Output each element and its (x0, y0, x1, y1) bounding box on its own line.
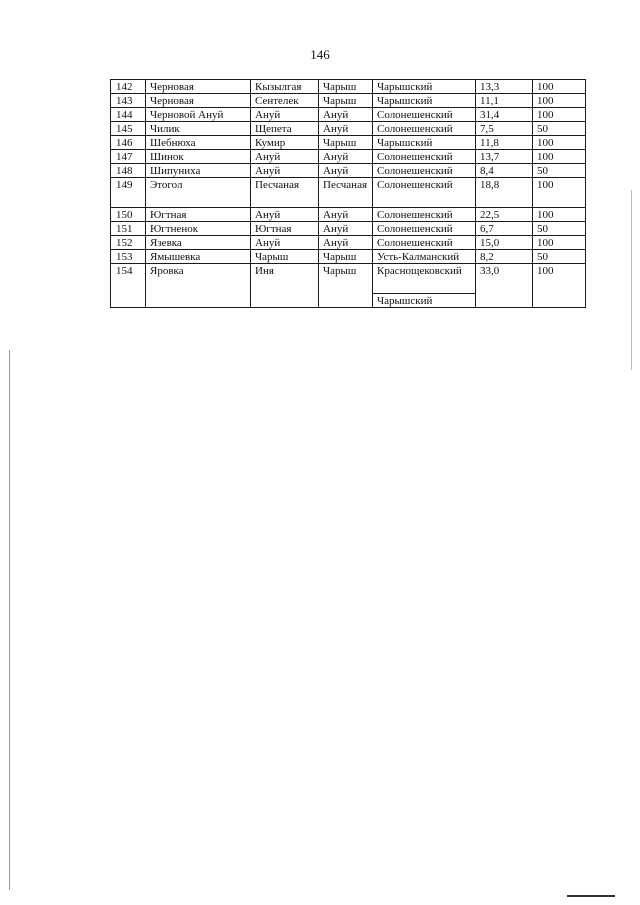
cell-basin: Песчаная (319, 178, 373, 208)
cell-no: 146 (111, 136, 146, 150)
cell-length: 15,0 (476, 236, 533, 250)
cell-no: 144 (111, 108, 146, 122)
table-row (111, 122, 586, 136)
cell-length: 6,7 (476, 222, 533, 236)
cell-no: 149 (111, 178, 146, 208)
cell-no: 145 (111, 122, 146, 136)
cell-district: Чарышский (373, 80, 476, 94)
cell-length: 22,5 (476, 208, 533, 222)
cell-length: 18,8 (476, 178, 533, 208)
cell-width: 100 (533, 264, 586, 308)
cell-width: 100 (533, 136, 586, 150)
cell-width: 100 (533, 80, 586, 94)
cell-basin: Ануй (319, 108, 373, 122)
cell-no: 153 (111, 250, 146, 264)
cell-district: Солонешенский (373, 208, 476, 222)
river-table (110, 79, 586, 308)
scan-edge-line (631, 190, 632, 370)
cell-basin: Ануй (319, 222, 373, 236)
cell-district: Чарышский (373, 136, 476, 150)
table-row (111, 264, 586, 294)
cell-length: 31,4 (476, 108, 533, 122)
cell-width: 100 (533, 178, 586, 208)
cell-length: 13,7 (476, 150, 533, 164)
cell-district: Солонешенский (373, 236, 476, 250)
cell-no: 154 (111, 264, 146, 308)
cell-no: 150 (111, 208, 146, 222)
cell-no: 152 (111, 236, 146, 250)
cell-width: 100 (533, 94, 586, 108)
cell-basin: Ануй (319, 236, 373, 250)
cell-basin: Чарыш (319, 80, 373, 94)
table-row (111, 150, 586, 164)
cell-basin: Чарыш (319, 136, 373, 150)
cell-basin: Ануй (319, 208, 373, 222)
cell-tributary: Югтная (251, 222, 319, 236)
cell-tributary: Ануй (251, 236, 319, 250)
cell-length: 11,1 (476, 94, 533, 108)
cell-district: Чарышский (373, 294, 476, 308)
cell-basin: Ануй (319, 150, 373, 164)
cell-tributary: Ануй (251, 208, 319, 222)
table-row (111, 250, 586, 264)
cell-district: Солонешенский (373, 108, 476, 122)
cell-tributary: Сентелек (251, 94, 319, 108)
cell-name: Этогол (146, 178, 251, 208)
cell-tributary: Ануй (251, 164, 319, 178)
table-row (111, 208, 586, 222)
table-row (111, 80, 586, 94)
cell-name: Югтная (146, 208, 251, 222)
cell-no: 142 (111, 80, 146, 94)
cell-district: Солонешенский (373, 164, 476, 178)
cell-width: 100 (533, 236, 586, 250)
scan-edge-line (567, 895, 615, 897)
cell-width: 50 (533, 222, 586, 236)
cell-name: Шинок (146, 150, 251, 164)
cell-tributary: Песчаная (251, 178, 319, 208)
cell-tributary: Кумир (251, 136, 319, 150)
cell-name: Ямышевка (146, 250, 251, 264)
cell-length: 8,4 (476, 164, 533, 178)
table-row (111, 178, 586, 208)
cell-basin: Чарыш (319, 94, 373, 108)
cell-width: 50 (533, 164, 586, 178)
cell-length: 33,0 (476, 264, 533, 308)
page-number: 146 (310, 47, 330, 62)
cell-name: Черновой Ануй (146, 108, 251, 122)
cell-district: Солонешенский (373, 122, 476, 136)
cell-width: 50 (533, 122, 586, 136)
cell-district: Солонешенский (373, 178, 476, 208)
cell-length: 8,2 (476, 250, 533, 264)
cell-tributary: Ануй (251, 108, 319, 122)
cell-tributary: Ануй (251, 150, 319, 164)
cell-district: Усть-Калманский (373, 250, 476, 264)
cell-width: 50 (533, 250, 586, 264)
table-row (111, 222, 586, 236)
cell-length: 7,5 (476, 122, 533, 136)
cell-no: 147 (111, 150, 146, 164)
cell-name: Югтненок (146, 222, 251, 236)
table-row (111, 164, 586, 178)
cell-basin: Ануй (319, 164, 373, 178)
cell-length: 11,8 (476, 136, 533, 150)
cell-name: Чилик (146, 122, 251, 136)
table-row (111, 236, 586, 250)
table-body (111, 80, 586, 308)
cell-tributary: Чарыш (251, 250, 319, 264)
cell-no: 148 (111, 164, 146, 178)
cell-name: Яровка (146, 264, 251, 308)
cell-width: 100 (533, 150, 586, 164)
cell-no: 143 (111, 94, 146, 108)
cell-district: Солонешенский (373, 150, 476, 164)
cell-name: Черновая (146, 80, 251, 94)
cell-no: 151 (111, 222, 146, 236)
cell-tributary: Кызылгая (251, 80, 319, 94)
cell-district: Солонешенский (373, 222, 476, 236)
table-row (111, 108, 586, 122)
cell-width: 100 (533, 208, 586, 222)
scan-edge-line (9, 350, 10, 890)
cell-name: Шебнюха (146, 136, 251, 150)
cell-basin: Чарыш (319, 250, 373, 264)
cell-basin: Чарыш (319, 264, 373, 308)
cell-name: Черновая (146, 94, 251, 108)
cell-district: Чарышский (373, 94, 476, 108)
table-row (111, 136, 586, 150)
cell-tributary: Иня (251, 264, 319, 308)
cell-name: Язевка (146, 236, 251, 250)
cell-basin: Ануй (319, 122, 373, 136)
cell-width: 100 (533, 108, 586, 122)
cell-tributary: Щепета (251, 122, 319, 136)
table-row (111, 94, 586, 108)
cell-district: Краснощековский (373, 264, 476, 294)
cell-length: 13,3 (476, 80, 533, 94)
cell-name: Шипуниха (146, 164, 251, 178)
